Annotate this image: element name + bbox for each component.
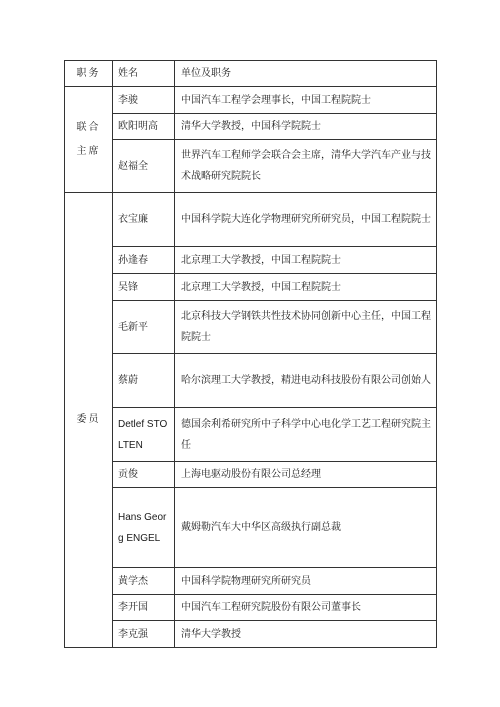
member-position: 哈尔滨理工大学教授，精进电动科技股份有限公司创始人 [175, 354, 437, 408]
member-name: 孙逢春 [113, 247, 175, 274]
table-row [65, 301, 437, 354]
member-name: 衣宝廉 [113, 193, 175, 247]
role-cell-co-chair: 联合主席 [65, 87, 113, 193]
member-position: 北京理工大学教授，中国工程院院士 [175, 247, 437, 274]
member-position: 清华大学教授，中国科学院院士 [175, 114, 437, 140]
member-position: 戴姆勒汽车大中华区高级执行副总裁 [175, 488, 437, 568]
table-row [65, 274, 437, 301]
table-row [65, 247, 437, 274]
table-row [65, 408, 437, 462]
member-name: 李骏 [113, 87, 175, 114]
member-position: 世界汽车工程师学会联合会主席，清华大学汽车产业与技术战略研究院院长 [175, 140, 437, 193]
member-position: 清华大学教授 [175, 621, 437, 648]
member-position: 北京理工大学教授，中国工程院院士 [175, 274, 437, 301]
member-name: 贡俊 [113, 462, 175, 488]
member-position: 中国科学院大连化学物理研究所研究员，中国工程院院士 [175, 193, 437, 247]
member-position: 中国科学院物理研究所研究员 [175, 568, 437, 595]
table-row [65, 87, 437, 114]
member-name: Detlef STOLTEN [113, 408, 175, 462]
member-position: 北京科技大学钢铁共性技术协同创新中心主任，中国工程院院士 [175, 301, 437, 354]
member-name: 欧阳明高 [113, 114, 175, 140]
member-position: 上海电驱动股份有限公司总经理 [175, 462, 437, 488]
member-name: 黄学杰 [113, 568, 175, 595]
table-header-row [65, 61, 437, 87]
member-position: 中国汽车工程学会理事长，中国工程院院士 [175, 87, 437, 114]
member-name: Hans Georg ENGEL [113, 488, 175, 568]
member-name: 吴锋 [113, 274, 175, 301]
table-row [65, 621, 437, 648]
member-name: 赵福全 [113, 140, 175, 193]
member-position: 中国汽车工程研究院股份有限公司董事长 [175, 595, 437, 621]
table-row [65, 462, 437, 488]
member-name: 李开国 [113, 595, 175, 621]
member-name: 蔡蔚 [113, 354, 175, 408]
header-position: 单位及职务 [175, 61, 437, 87]
table-row [65, 354, 437, 408]
role-cell-member: 委员 [65, 193, 113, 648]
table-row [65, 568, 437, 595]
table-row [65, 595, 437, 621]
member-position: 德国余利希研究所中子科学中心电化学工艺工程研究院主任 [175, 408, 437, 462]
member-name: 李克强 [113, 621, 175, 648]
member-name: 毛新平 [113, 301, 175, 354]
header-name: 姓名 [113, 61, 175, 87]
table-row [65, 114, 437, 140]
table-row [65, 140, 437, 193]
table-row [65, 193, 437, 247]
header-role: 职务 [65, 61, 113, 87]
table-row [65, 488, 437, 568]
committee-table [64, 60, 437, 648]
